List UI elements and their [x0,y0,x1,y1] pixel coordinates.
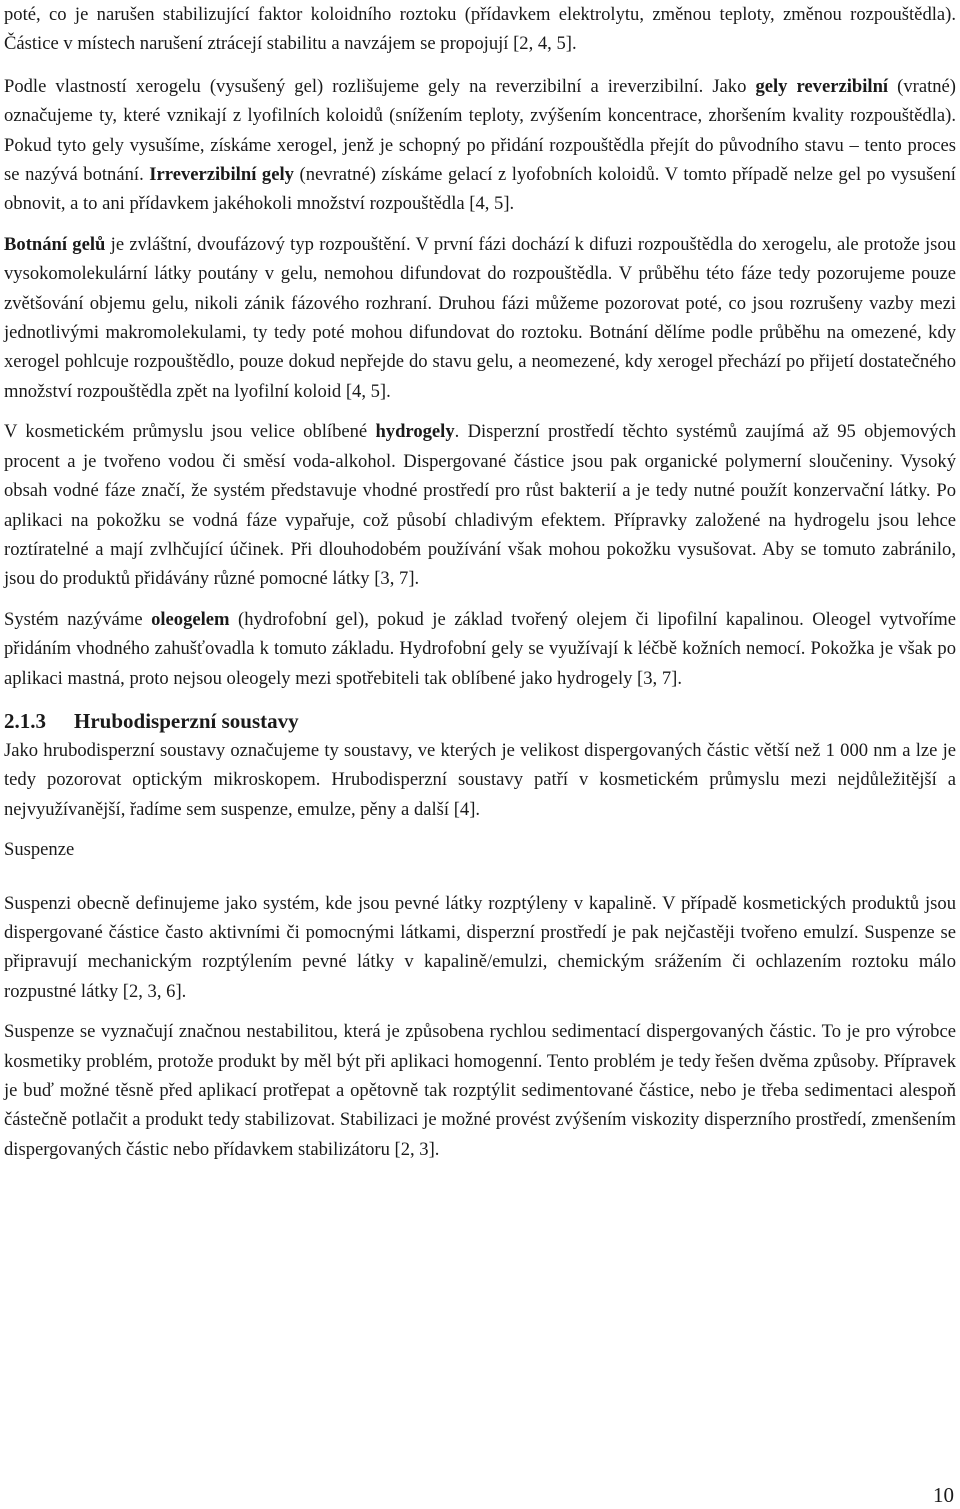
paragraph-gel-types [4,72,956,219]
text-run: . Disperzní prostředí těchto systémů zaujímá až 95 objemových procent a je tvořeno vodou či směsí voda-alkohol. Dispergované částice jsou pak organické polymerní sloučeniny. Vysoký obsah vodné fáze značí, že systém představuje vhodné prostředí pro růst bakterií a je tedy nutné použít konzervační látky. Po aplikaci na pokožku se vodná fáze vypařuje, což působí chladivým efektem. Přípravky založené na hydrogelu jsou lehce roztíratelné a mají zvlhčující účinek. Při dlouhodobém používání však mohou pokožku vysušovat. Aby se tomuto zabránilo, jsou do produktů přidávány různé pomocné látky [3, 7]. [4,421,956,590]
text-run: je zvláštní, dvoufázový typ rozpouštění. V první fázi dochází k difuzi rozpouštědla do xerogelu, ale protože jsou vysokomolekulární látky poutány v gelu, nemohou difundovat do rozpouštědla. V průběhu této fáze tedy pozorujeme pouze zvětšování objemu gelu, nikoli zánik fázového rozhraní. Druhou fázi můžeme pozorovat poté, co jsou rozrušeny vazby mezi jednotlivými makromolekulami, ty tedy poté mohou difundovat do roztoku. Botnání dělíme podle průběhu na omezené, kdy xerogel pohlcuje rozpouštědlo, pouze dokud nepřejde do stavu gelu, a neomezené, kdy xerogel přechází po přijetí dostatečného množství rozpouštědla zpět na lyofilní koloid [4, 5]. [4,233,956,402]
document-page [4,0,956,1164]
paragraph-suspension-stability: Suspenze se vyznačují značnou nestabilitou, která je způsobena rychlou sedimentací dispergovaných částic. To je pro výrobce kosmetiky problém, protože produkt by měl být při aplikaci homogenní. Tento problém je tedy řešen dvěma způsoby. Přípravek je buď možné těsně před aplikací protřepat a opětovně tak rozptýlit sedimentované částice, nebo je třeba sedimentaci alespoň částečně potlačit a produkt tedy stabilizovat. Stabilizaci je možné provést zvýšením viskozity disperzního prostředí, zmenšením dispergovaných částic nebo přídavkem stabilizátoru [2, 3]. [4,1021,956,1160]
paragraph-coarse-dispersions: Jako hrubodisperzní soustavy označujeme ty soustavy, ve kterých je velikost dispergovaných částic větší než 1 000 nm a lze je tedy pozorovat optickým mikroskopem. Hrubodisperzní soustavy patří v kosmetickém průmyslu mezi nejdůležitější a nejvyužívanější, řadíme sem suspenze, emulze, pěny a další [4]. [4,739,956,820]
term-reversible-gels: gely reverzibilní [755,75,889,97]
text-run: (nevratné) získáme gelací z lyofobních koloidů. V tomto případě nelze gel po vysušení obnovit, a to ani přídavkem jakéhokoli množství rozpouštědla [4, 5]. [4,164,956,215]
page-number: 10 [933,1483,954,1507]
paragraph-gel-formation: poté, co je narušen stabilizující faktor koloidního roztoku (přídavkem elektrolytu, změnou teploty, změnou rozpouštědla). Částice v místech narušení ztrácejí stabilitu a navzájem se propojují [2, 4, 5]. [4,4,956,55]
term-gel-swelling: Botnání gelů [4,233,106,255]
text-run: Podle vlastností xerogelu (vysušený gel) rozlišujeme gely na reverzibilní a ireverzibilní. Jako [4,75,756,97]
term-oleogel: oleogelem [151,608,230,630]
text-run: V kosmetickém průmyslu jsou velice oblíbené [4,421,376,443]
paragraph-oleogels [4,605,956,693]
section-number: 2.1.3 [4,708,46,733]
paragraph-hydrogels [4,417,956,593]
term-hydrogels: hydrogely [375,421,455,443]
section-heading [4,706,956,736]
term-irreversible-gels: Irreverzibilní gely [149,164,294,186]
text-run: Systém nazýváme [4,608,152,630]
subheading-suspension: Suspenze [4,839,75,861]
paragraph-suspension-definition: Suspenzi obecně definujeme jako systém, kde jsou pevné látky rozptýleny v kapalině. V případě kosmetických produktů jsou dispergované částice často aktivními či pomocnými látkami, disperzní prostředí je pak nejčastěji tvořeno emulzí. Suspenze se připravují mechanickým rozptýlením pevné látky v kapalině/emulzi, chemickým srážením či ochlazením roztoku málo rozpustné látky [2, 3, 6]. [4,892,956,1002]
text-run: (vratné) označujeme ty, které vznikají z lyofilních koloidů (snížením teploty, zvýšením koncentrace, zhoršením kvality rozpouštědla). Pokud tyto gely vysušíme, získáme xerogel, jenž je schopný po přidání rozpouštědla přejít do původního stavu – tento proces se nazývá botnání. [4,75,956,186]
paragraph-swelling [4,230,956,406]
section-title: Hrubodisperzní soustavy [74,708,299,733]
text-run: (hydrofobní gel), pokud je základ tvořený olejem či lipofilní kapalinou. Oleogel vytvoříme přidáním vhodného zahušťovadla k tomuto základu. Hydrofobní gely se využívají k léčbě kožních nemocí. Pokožka je však po aplikaci mastná, proto nejsou oleogely mezi spotřebiteli tak oblíbené jako hydrogely [3, 7]. [4,608,957,689]
